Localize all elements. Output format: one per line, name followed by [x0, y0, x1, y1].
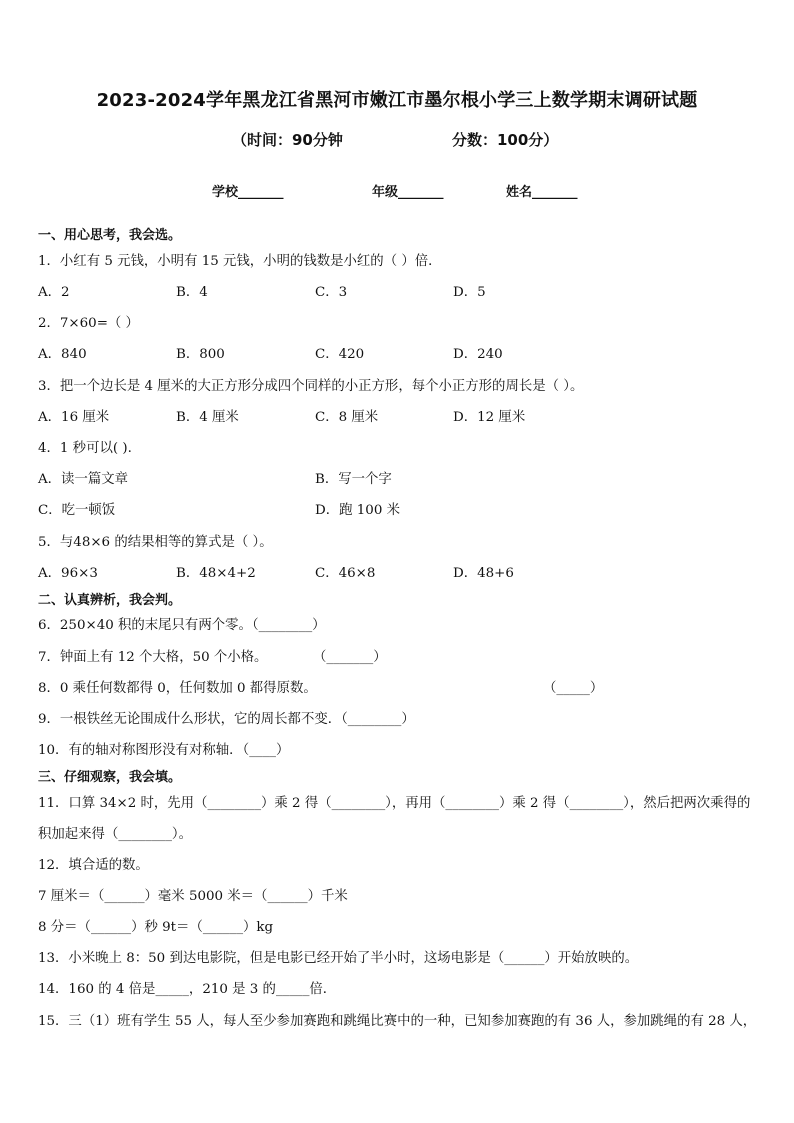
question-12: 12．填合适的数。	[38, 858, 149, 873]
question-14: 14．160 的 4 倍是_____，210 是 3 的_____倍．	[38, 982, 337, 997]
question-15: 15．三（1）班有学生 55 人，每人至少参加赛跑和跳绳比赛中的一种，已知参加赛跑的有 36 人，参加跳绳的有 28 人，	[38, 1014, 757, 1029]
q1-option-a: A．2	[38, 285, 70, 300]
q5-option-b: B．48×4+2	[176, 566, 256, 581]
question-4: 4．1 秒可以( ).	[38, 441, 132, 456]
section-1-heading: 一、用心思考，我会选。	[38, 228, 182, 243]
question-12-line-2: 8 分＝（______）秒 9t＝（______）kg	[38, 920, 274, 935]
question-1: 1．小红有 5 元钱，小明有 15 元钱，小明的钱数是小红的（ ）倍．	[38, 254, 442, 269]
q4-option-c: C．吃一顿饭	[38, 503, 116, 518]
question-9: 9．一根铁丝无论围成什么形状，它的周长都不变．（________）	[38, 712, 415, 727]
q1-option-d: D．5	[453, 285, 486, 300]
q3-option-b: B．4 厘米	[176, 410, 239, 425]
q1-option-c: C．3	[315, 285, 348, 300]
school-field: 学校_______	[212, 185, 284, 200]
q4-option-b: B．写一个字	[315, 472, 392, 487]
q5-option-d: D．48+6	[453, 566, 514, 581]
q4-option-d: D．跑 100 米	[315, 503, 400, 518]
question-12-line-1: 7 厘米＝（______）毫米 5000 米＝（______）千米	[38, 889, 348, 904]
section-2-heading: 二、认真辨析，我会判。	[38, 593, 182, 608]
question-11-line-2: 积加起来得（________）。	[38, 827, 192, 842]
q5-option-a: A．96×3	[38, 566, 98, 581]
q2-option-c: C．420	[315, 347, 365, 362]
question-6: 6．250×40 积的末尾只有两个零。（________）	[38, 618, 326, 633]
name-field: 姓名_______	[506, 185, 578, 200]
q3-option-d: D．12 厘米	[453, 410, 526, 425]
question-2: 2．7×60=（ ）	[38, 316, 139, 331]
question-5: 5．与48×6 的结果相等的算式是（ ）。	[38, 535, 273, 550]
exam-time: （时间：90分钟	[232, 131, 343, 149]
q2-option-b: B．800	[176, 347, 225, 362]
exam-title: 2023-2024学年黑龙江省黑河市嫩江市墨尔根小学三上数学期末调研试题	[96, 90, 698, 111]
q2-option-d: D．240	[453, 347, 503, 362]
q8-answer-blank: （_____）	[543, 681, 604, 696]
q1-option-b: B．4	[176, 285, 208, 300]
question-8: 8．0 乘任何数都得 0，任何数加 0 都得原数。	[38, 681, 317, 696]
q2-option-a: A．840	[38, 347, 87, 362]
question-3: 3．把一个边长是 4 厘米的大正方形分成四个同样的小正方形，每个小正方形的周长是（ ）。	[38, 379, 584, 394]
q4-option-a: A．读一篇文章	[38, 472, 129, 487]
section-3-heading: 三、仔细观察，我会填。	[38, 770, 182, 785]
q5-option-c: C．46×8	[315, 566, 376, 581]
question-10: 10．有的轴对称图形没有对称轴．（____）	[38, 743, 290, 758]
question-11-line-1: 11．口算 34×2 时，先用（________）乘 2 得（________），再用（________）乘 2 得（________），然后把两次乘得的	[38, 796, 751, 811]
exam-score: 分数：100分）	[452, 131, 559, 149]
question-7: 7．钟面上有 12 个大格，50 个小格。	[38, 650, 268, 665]
question-13: 13．小米晚上 8：50 到达电影院，但是电影已经开始了半小时，这场电影是（______）开始放映的。	[38, 951, 639, 966]
q3-option-c: C．8 厘米	[315, 410, 379, 425]
q7-answer-blank: （_______）	[313, 650, 387, 665]
q3-option-a: A．16 厘米	[38, 410, 110, 425]
grade-field: 年级_______	[372, 185, 444, 200]
